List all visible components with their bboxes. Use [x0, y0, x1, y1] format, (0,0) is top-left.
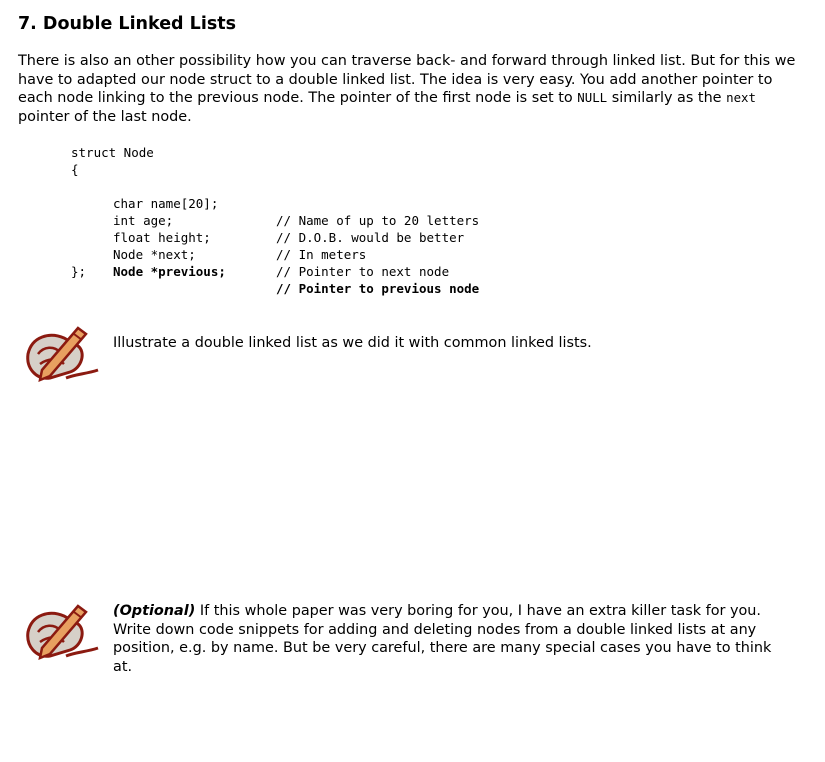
task-text: Illustrate a double linked list as we did it with common linked lists.	[113, 335, 592, 351]
pencil-task-icon	[20, 602, 102, 662]
code-declaration: Node *next;	[113, 247, 196, 262]
intro-text-1: There is also an other possibility how you can traverse back- and forward through linked list. But for this we have to adapted our node struct to a double linked list. The idea is very easy. You add another pointer to each node linking to the previous node. The pointer of the first node is set to	[18, 53, 796, 106]
optional-task-body: If this whole paper was very boring for you, I have an extra killer task for you. Write down code snippets for adding and deleting nodes from a double linked lists at any position, e.g. by name. But be very careful, there are many special cases you have to think at.	[113, 603, 772, 675]
code-comment: // In meters	[276, 247, 367, 262]
intro-text-3: pointer of the last node.	[18, 108, 192, 125]
code-comment: // Pointer to previous node	[276, 281, 480, 296]
null-keyword: NULL	[577, 90, 608, 105]
code-declaration: Node *previous;	[113, 264, 226, 279]
code-declaration: char name[20];	[113, 196, 219, 211]
code-comment: // Name of up to 20 letters	[276, 213, 480, 228]
code-close-brace: };	[71, 264, 87, 279]
pencil-task-icon	[20, 324, 102, 384]
optional-task-text	[113, 602, 793, 676]
code-declaration: float height;	[113, 230, 211, 245]
code-comment: // D.O.B. would be better	[276, 230, 465, 245]
code-struct-line: struct Node	[71, 145, 154, 160]
code-block	[71, 144, 480, 296]
section-heading: 7. Double Linked Lists	[18, 14, 237, 34]
intro-paragraph	[18, 52, 808, 126]
optional-label: (Optional)	[113, 603, 196, 619]
intro-text-2: similarly as the	[607, 90, 727, 106]
next-keyword: next	[726, 90, 756, 105]
code-open-brace: {	[71, 162, 79, 177]
code-comment: // Pointer to next node	[276, 264, 450, 279]
code-declaration: int age;	[113, 213, 174, 228]
